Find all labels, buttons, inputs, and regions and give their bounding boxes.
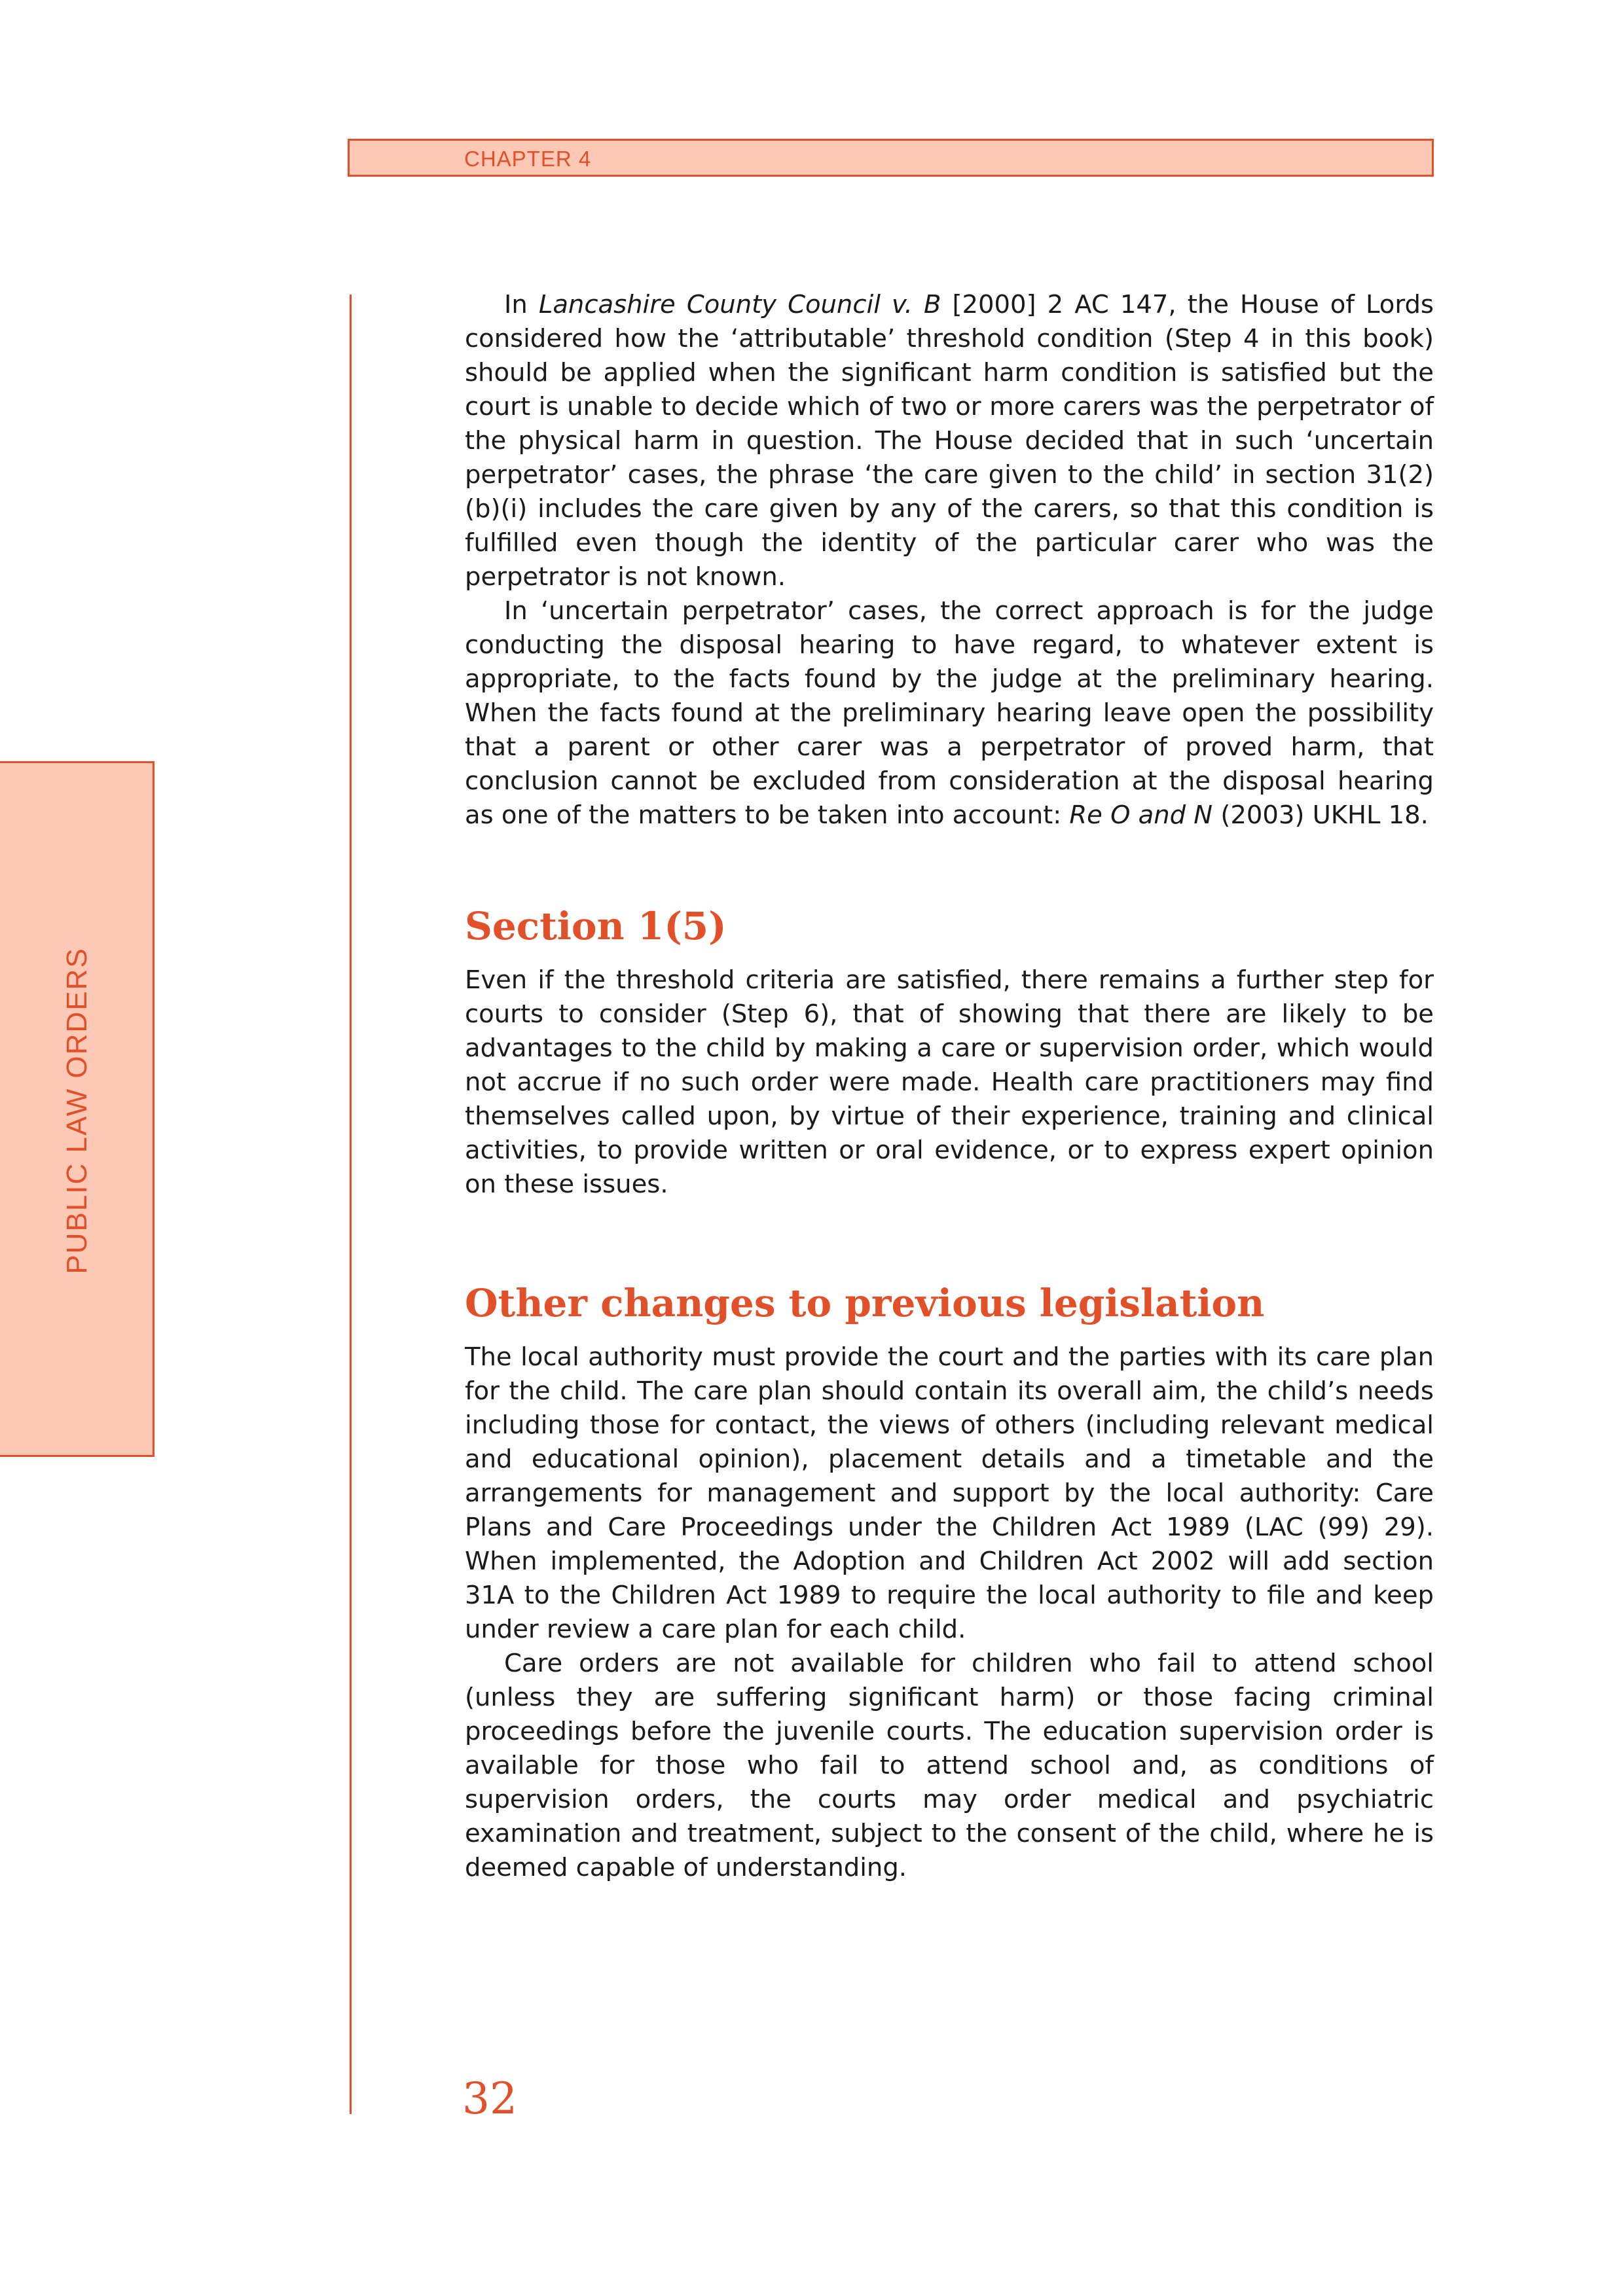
section-heading: Other changes to previous legislation [465, 1281, 1265, 1325]
paragraph-lead: In [504, 290, 539, 319]
paragraph: The local authority must provide the court and the parties with its care plan for the child. The care plan should contain its overall aim, the child’s needs including those for contact, the views of others (including relevant medical and educational opinion), placement details and a timetable and the arrangements for management and support by the local authority: Care Plans and Care Proceedings under the Children Act 1989 (LAC (99) 29). When implemented, the Adoption and Children Act 2002 will add section 31A to the Children Act 1989 to require the local authority to file and keep under review a care plan for each child. [465, 1342, 1434, 1644]
paragraph [465, 594, 1434, 833]
paragraph-text: In ‘uncertain perpetrator’ cases, the correct approach is for the judge conducting the disposal hearing to have regard, to whatever extent is appropriate, to the facts found by the judge at the preliminary hearing. When the facts found at the preliminary hearing leave open the possibility that a parent or other carer was a perpetrator of proved harm, that conclusion cannot be excluded from consideration at the disposal hearing as one of the matters to be taken into account: [465, 596, 1434, 830]
chapter-header-band [348, 139, 1434, 177]
paragraph: Even if the threshold criteria are satisfied, there remains a further step for courts to consider (Step 6), that of showing that there are likely to be advantages to the child by making a care or supervision order, which would not accrue if no such order were made. Health care practitioners may find themselves called upon, by virtue of their experience, training and clinical activities, to provide written or oral evidence, or to express expert opinion on these issues. [465, 965, 1434, 1199]
case-citation: Lancashire County Council v. B [538, 290, 941, 319]
case-citation: Re O and N [1069, 800, 1213, 830]
paragraph: Care orders are not available for children who fail to attend school (unless they are suffering significant harm) or those facing criminal proceedings before the juvenile courts. The education supervision order is available for those who fail to attend school and, as conditions of supervision orders, the courts may order medical and psychiatric examination and treatment, subject to the consent of the child, where he is deemed capable of understanding. [465, 1649, 1434, 1882]
paragraph-text: [2000] 2 AC 147, the House of Lords considered how the ‘attributable’ threshold condition (Step 4 in this book) should be applied when the significant harm condition is satisfied but the court is unable to decide which of two or more carers was the perpetrator of the physical harm in question. The House decided that in such ‘uncertain perpetrator’ cases, the phrase ‘the care given to the child’ in section 31(2)(b)(i) includes the care given by any of the carers, so that this condition is fulfilled even though the identity of the particular carer who was the perpetrator is not known. [465, 290, 1434, 592]
section-side-tab [0, 761, 155, 1457]
paragraph [465, 288, 1434, 594]
side-tab-label: PUBLIC LAW ORDERS [61, 947, 93, 1274]
page-number: 32 [462, 2073, 517, 2124]
chapter-label: CHAPTER 4 [464, 147, 592, 171]
section-heading: Section 1(5) [465, 904, 727, 948]
main-text-column [465, 288, 1434, 1885]
margin-rule [350, 295, 352, 2114]
paragraph-tail: (2003) UKHL 18. [1213, 800, 1429, 830]
